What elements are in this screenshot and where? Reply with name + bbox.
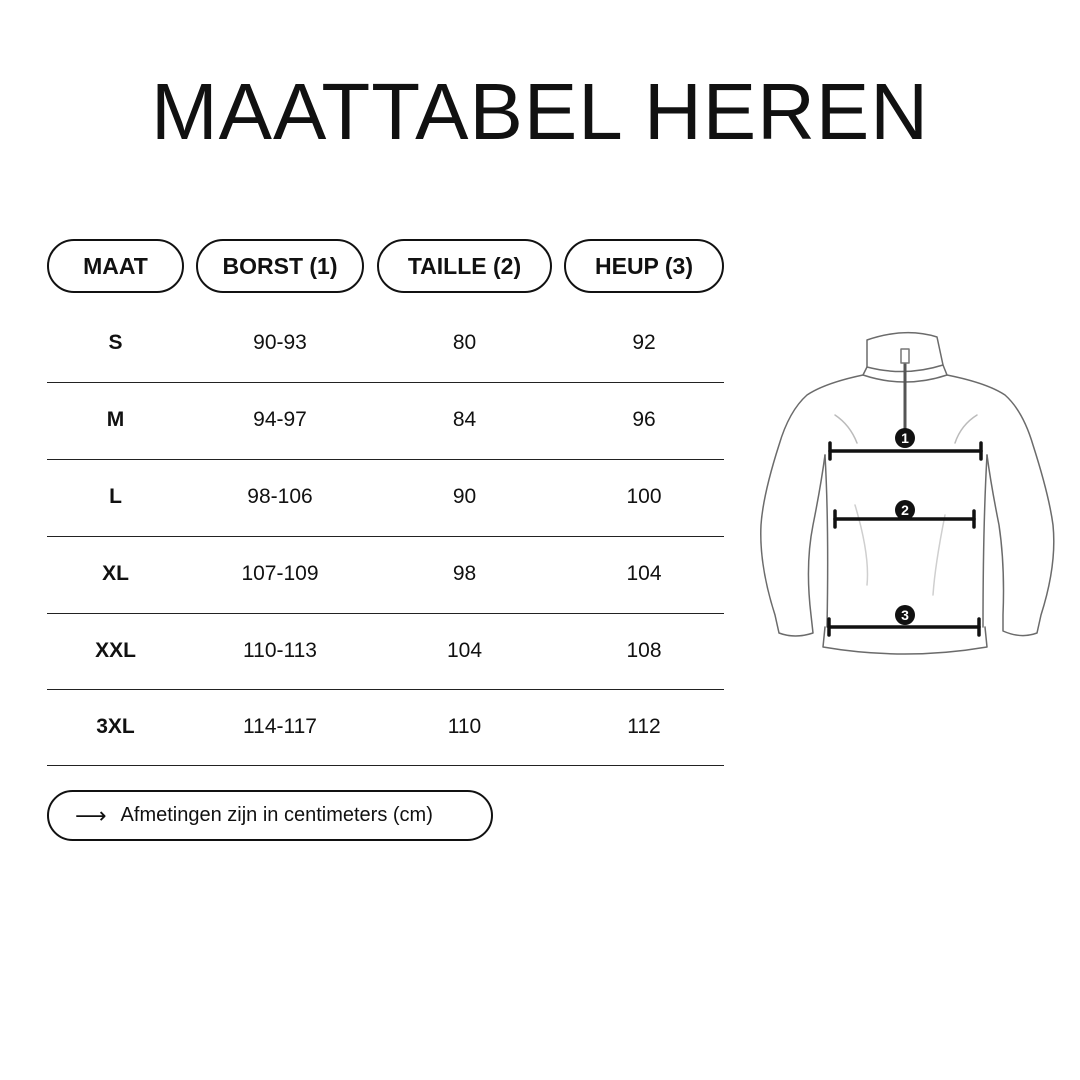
taille-cell: 98 [452,562,477,585]
row-divider [47,765,724,766]
heup-cell: 112 [627,715,661,738]
size-cell: S [108,331,123,354]
page-title: MAATTABEL HEREN [150,67,930,156]
units-note-text: Afmetingen zijn in centimeters (cm) [120,804,433,826]
table-row [47,459,724,535]
size-cell: M [106,408,125,431]
size-cell: 3XL [96,715,135,738]
marker-1: 1 [901,430,909,446]
quarter-zip-sweater-illustration [755,325,1060,665]
heup-cell: 92 [632,331,656,354]
heup-cell: 96 [632,408,656,431]
marker-3: 3 [901,607,909,623]
marker-2: 2 [901,502,909,518]
size-cell: L [109,485,122,508]
heup-cell: 100 [626,485,662,508]
header-maat: MAAT [47,239,184,293]
size-cell: XL [102,562,129,585]
heup-cell: 108 [626,639,662,662]
borst-cell: 98-106 [247,485,313,508]
units-note [47,790,493,841]
table-row [47,305,724,381]
borst-cell: 110-113 [243,639,317,662]
header-taille: TAILLE (2) [377,239,552,293]
arrow-right-icon: ⟶ [75,802,107,828]
table-row [47,536,724,612]
taille-cell: 104 [446,639,483,662]
table-row [47,613,724,689]
taille-cell: 110 [447,715,482,738]
heup-cell: 104 [626,562,662,585]
borst-cell: 114-117 [243,715,317,738]
header-heup: HEUP (3) [564,239,724,293]
taille-cell: 80 [452,331,477,354]
size-cell: XXL [95,639,136,662]
table-row [47,689,724,765]
header-borst: BORST (1) [196,239,364,293]
borst-cell: 94-97 [253,408,307,431]
taille-cell: 84 [452,408,477,431]
borst-cell: 90-93 [253,331,307,354]
borst-cell: 107-109 [241,562,319,585]
taille-cell: 90 [452,485,477,508]
table-row [47,382,724,458]
